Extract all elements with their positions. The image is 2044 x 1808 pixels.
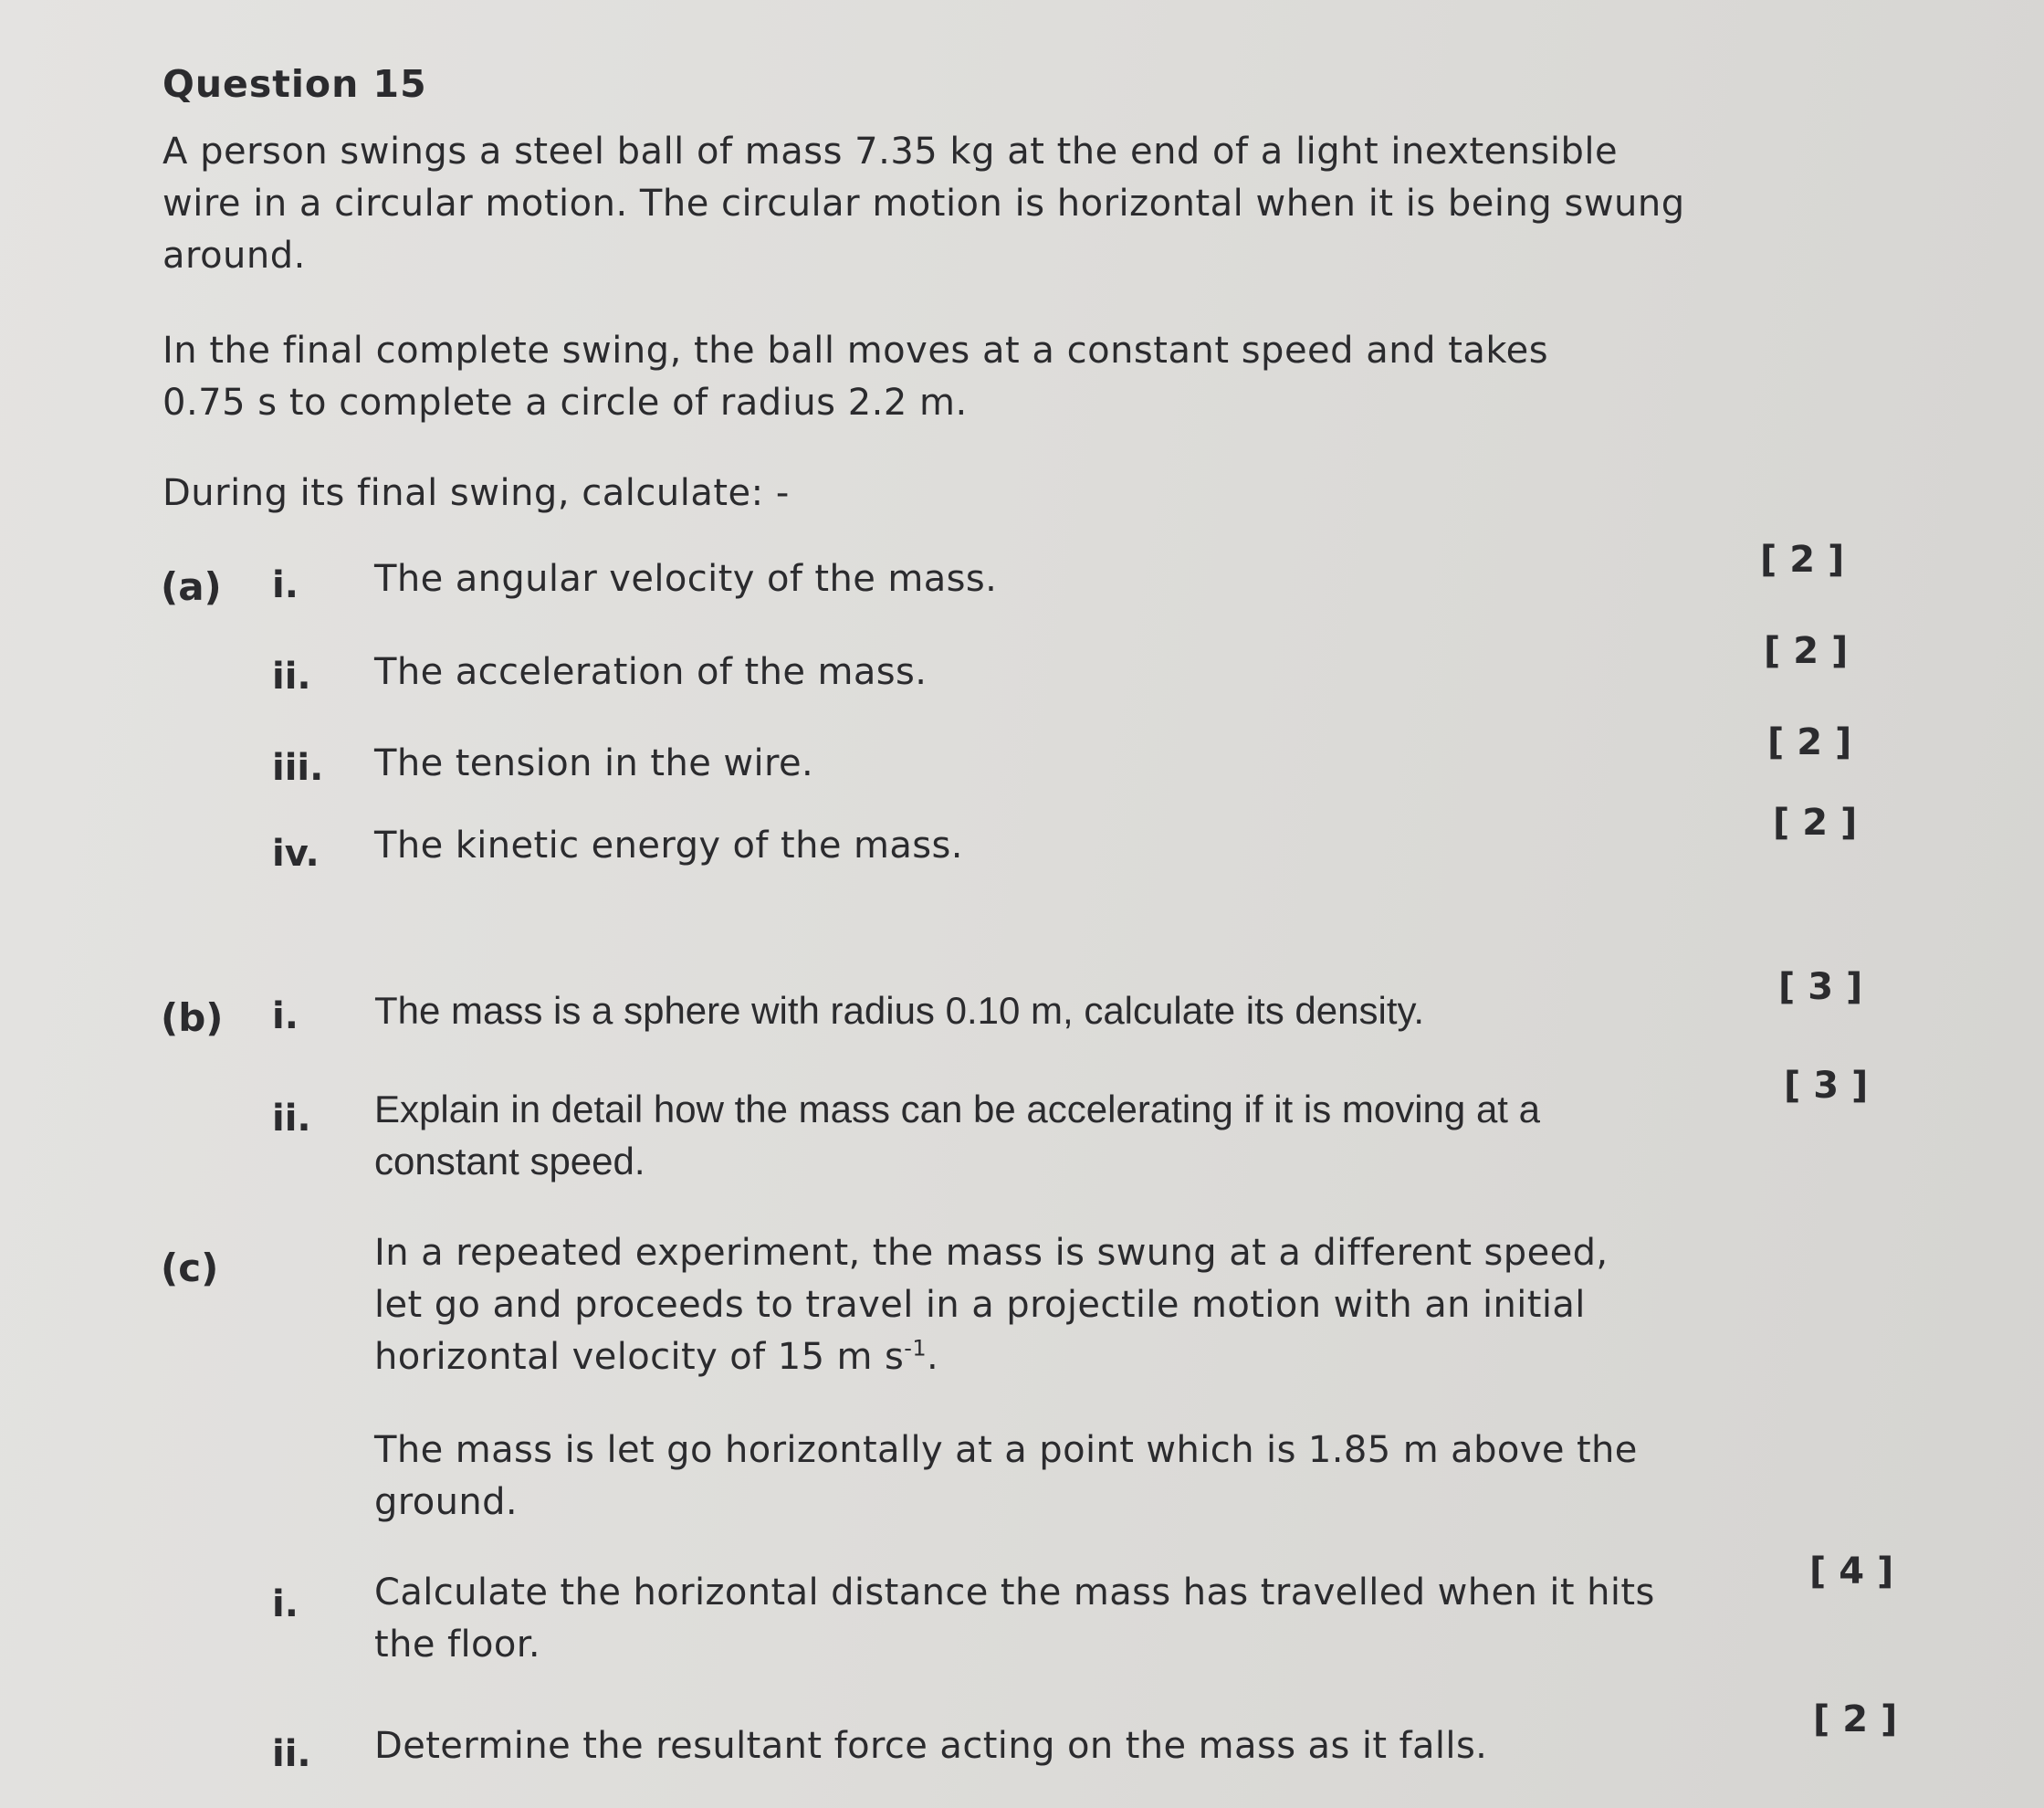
question-line: The kinetic energy of the mass. — [374, 825, 963, 867]
part-c-height-text — [374, 1424, 1638, 1529]
part-a-iv-number: iv. — [272, 833, 320, 875]
part-a-iii-number: iii. — [272, 747, 324, 789]
part-a-i-marks: [ 2 ] — [1760, 539, 1845, 581]
part-b-i-number: i. — [272, 995, 299, 1037]
part-c-label: (c) — [161, 1246, 219, 1290]
question-title: Question 15 — [162, 62, 427, 106]
question-line: The mass is let go horizontally at a point which is 1.85 m above the — [374, 1429, 1638, 1471]
part-b-ii-number: ii. — [272, 1098, 311, 1140]
question-line: The mass is a sphere with radius 0.10 m, calculate its density. — [374, 989, 1425, 1032]
part-a-ii-number: ii. — [272, 656, 311, 698]
question-line: The tension in the wire. — [374, 742, 814, 784]
question-line: Explain in detail how the mass can be accelerating if it is moving at a — [374, 1088, 1541, 1130]
part-c-ii-marks: [ 2 ] — [1813, 1698, 1898, 1740]
question-line: Calculate the horizontal distance the mass has travelled when it hits — [374, 1571, 1655, 1614]
question-line: The angular velocity of the mass. — [374, 558, 998, 600]
intro-line: around. — [162, 235, 306, 277]
part-c-ii-number: ii. — [272, 1733, 311, 1775]
part-a-iv-text — [374, 820, 963, 872]
question-line: let go and proceeds to travel in a projectile motion with an initial — [374, 1284, 1586, 1326]
part-b-i-marks: [ 3 ] — [1778, 966, 1863, 1008]
part-a-label: (a) — [161, 564, 222, 609]
part-a-ii-marks: [ 2 ] — [1764, 630, 1849, 672]
part-b-label: (b) — [161, 995, 224, 1040]
sentence-end: . — [927, 1336, 939, 1378]
part-a-iv-marks: [ 2 ] — [1773, 802, 1858, 844]
part-a-i-text — [374, 553, 997, 605]
part-c-i-marks: [ 4 ] — [1809, 1550, 1894, 1593]
instruction-text — [162, 468, 790, 520]
part-c-ii-text — [374, 1720, 1487, 1772]
part-a-i-number: i. — [272, 564, 299, 606]
final-swing-line: In the final complete swing, the ball moves at a constant speed and takes — [162, 330, 1549, 372]
part-c-i-text — [374, 1567, 1655, 1671]
intro-line: wire in a circular motion. The circular motion is horizontal when it is being swung — [162, 183, 1685, 225]
part-a-iii-marks: [ 2 ] — [1767, 721, 1852, 763]
question-line: constant speed. — [374, 1140, 645, 1183]
question-line: In a repeated experiment, the mass is swung at a different speed, — [374, 1232, 1609, 1274]
intro-paragraph — [162, 126, 1685, 282]
final-swing-paragraph — [162, 325, 1548, 429]
question-line: Determine the resultant force acting on the mass as it falls. — [374, 1725, 1488, 1767]
question-line: the floor. — [374, 1624, 540, 1666]
question-line — [374, 1331, 1609, 1383]
part-a-ii-text — [374, 646, 927, 699]
part-c-intro — [374, 1227, 1609, 1383]
part-b-i-text — [374, 984, 1424, 1036]
part-a-iii-text — [374, 738, 813, 790]
velocity-text: horizontal velocity of 15 m s — [374, 1336, 905, 1378]
unit-exponent: -1 — [904, 1335, 928, 1361]
part-b-ii-text — [374, 1083, 1540, 1187]
instruction-line: During its final swing, calculate: - — [162, 472, 790, 514]
question-line: ground. — [374, 1481, 519, 1523]
part-b-ii-marks: [ 3 ] — [1784, 1065, 1869, 1107]
intro-line: A person swings a steel ball of mass 7.35 kg at the end of a light inextensible — [162, 131, 1619, 173]
final-swing-line: 0.75 s to complete a circle of radius 2.2 m. — [162, 382, 968, 424]
part-c-i-number: i. — [272, 1583, 299, 1625]
question-line: The acceleration of the mass. — [374, 651, 928, 693]
